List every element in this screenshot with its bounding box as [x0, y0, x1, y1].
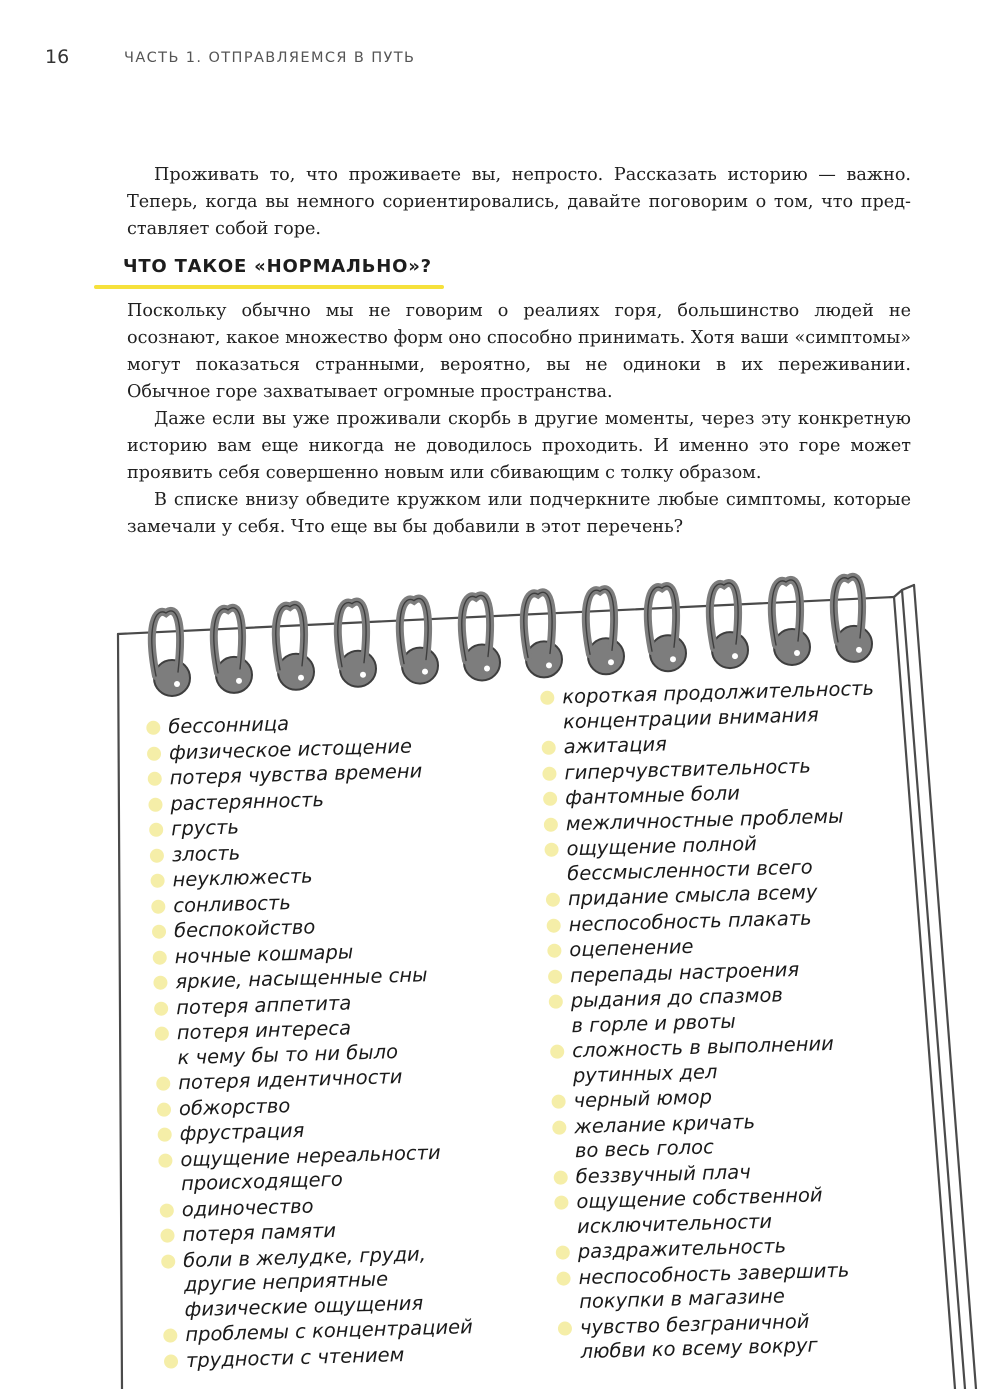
intro-paragraph: Проживать то, что проживаете вы, непросто. Рассказать историю — важно. Теперь, когда вы немного сориентировались, давайте поговорим о том, что представляет собой горе.: [127, 165, 911, 239]
symptom-text: потеря памяти: [182, 1218, 337, 1247]
bullet-dot: [158, 1153, 172, 1167]
symptom-text: неспособность завершить: [578, 1258, 850, 1289]
symptom-item: [540, 677, 875, 735]
symptom-item: [552, 1106, 887, 1164]
spiral-ring: [400, 599, 438, 684]
symptom-text: физические ощущения: [184, 1290, 424, 1321]
symptom-item: [544, 829, 879, 887]
symptom-text: потеря интереса: [176, 1016, 352, 1045]
symptom-item: [550, 1031, 885, 1089]
spiral-ring: [462, 595, 500, 680]
bullet-dot: [149, 823, 163, 837]
bullet-dot: [148, 797, 162, 811]
symptom-text: рутинных дел: [572, 1059, 718, 1087]
symptom-text: исключительности: [576, 1209, 773, 1238]
symptom-text: сложность в выполнении: [571, 1031, 835, 1063]
spiral-ring: [586, 589, 624, 674]
symptom-text: ощущение полной: [566, 832, 758, 861]
bullet-dot: [150, 848, 164, 862]
bullet-dot: [554, 1170, 568, 1184]
symptom-text: неспособность плакать: [568, 906, 812, 936]
symptom-text: происходящего: [180, 1167, 344, 1196]
spiral-ring: [648, 586, 686, 671]
symptom-text: фрустрация: [179, 1118, 305, 1146]
bullet-dot: [542, 766, 556, 780]
symptom-text: грусть: [170, 815, 240, 841]
symptom-text: любви ко всему вокруг: [580, 1333, 819, 1364]
symptom-text: покупки в магазине: [578, 1284, 786, 1314]
symptom-text: во весь голос: [574, 1135, 715, 1163]
spiral-ring: [276, 605, 314, 690]
body-paragraph: Поскольку обычно мы не говорим о реалиях горя, большинство людей не осознают, какое множество форм оно способно принимать. Хотя ваши «симптомы» могут показаться странными, вероятно, вы не одиноки в их переживании. Обычное горе захватывает огромные пространства.: [127, 301, 911, 402]
symptom-text: чувство безграничной: [579, 1309, 810, 1339]
section-heading-text: ЧТО ТАКОЕ «НОРМАЛЬНО»?: [123, 256, 432, 277]
symptom-text: беззвучный плач: [575, 1159, 751, 1188]
symptom-text: оцепенение: [569, 934, 694, 962]
spiral-ring: [710, 583, 748, 668]
bullet-dot: [148, 772, 162, 786]
symptom-text: другие неприятные: [183, 1267, 389, 1297]
bullet-dot: [158, 1127, 172, 1141]
symptom-text: одиночество: [181, 1194, 314, 1221]
symptom-text: беспокойство: [173, 915, 316, 943]
running-title: ЧАСТЬ 1. ОТПРАВЛЯЕМСЯ В ПУТЬ: [124, 50, 416, 66]
spiral-ring: [834, 577, 872, 662]
page-number: 16: [45, 46, 70, 68]
spiral-ring: [772, 580, 810, 665]
bullet-dot: [146, 721, 160, 735]
symptom-text: злость: [171, 840, 241, 866]
spiral-ring: [152, 611, 190, 696]
bullet-dot: [550, 1044, 564, 1058]
bullet-dot: [156, 1076, 170, 1090]
bullet-dot: [540, 691, 554, 705]
symptom-text: придание смысла всему: [567, 880, 818, 911]
bullet-dot: [150, 874, 164, 888]
body-paragraph: Даже если вы уже проживали скорбь в другие моменты, через эту конкретную историю вам еще никогда не доводилось проходить. И именно это горе может проявить себя совершенно новым или сбивающим с толку образом.: [127, 409, 911, 483]
symptom-text: ажитация: [563, 732, 668, 759]
bullet-dot: [558, 1321, 572, 1335]
symptom-item: [554, 1181, 889, 1239]
bullet-dot: [551, 1094, 565, 1108]
symptom-text: межличностные проблемы: [565, 804, 844, 835]
bullet-dot: [543, 792, 557, 806]
bullet-dot: [153, 950, 167, 964]
symptom-text: ощущение собственной: [576, 1183, 823, 1214]
symptom-text: ночные кошмары: [174, 939, 354, 968]
symptom-text: потеря аппетита: [175, 990, 352, 1019]
bullet-dot: [161, 1254, 175, 1268]
symptom-item: [558, 1307, 893, 1365]
bullet-dot: [155, 1026, 169, 1040]
symptom-item: [155, 1013, 466, 1071]
symptom-text: бессонница: [167, 712, 290, 739]
symptom-text: трудности с чтением: [185, 1342, 405, 1372]
symptom-text: желание кричать: [573, 1109, 756, 1138]
symptom-text: потеря чувства времени: [169, 759, 423, 790]
symptom-text: концентрации внимания: [562, 702, 819, 733]
symptom-text: растерянность: [170, 787, 325, 815]
spiral-ring: [338, 602, 376, 687]
bullet-dot: [151, 899, 165, 913]
symptom-item: [548, 981, 883, 1039]
symptom-text: ощущение нереальности: [180, 1140, 441, 1171]
symptom-text: гиперчувствительность: [564, 753, 812, 784]
symptom-text: бессмысленности всего: [566, 854, 813, 885]
symptom-list-left: [146, 707, 474, 1374]
bullet-dot: [554, 1195, 568, 1209]
bullet-dot: [547, 944, 561, 958]
bullet-dot: [163, 1328, 177, 1342]
spiral-rings: [152, 577, 872, 696]
bullet-dot: [542, 741, 556, 755]
bullet-dot: [544, 843, 558, 857]
symptom-item: [161, 1241, 472, 1323]
body-paragraph: В списке внизу обведите кружком или подчеркните любые симптомы, которые замечали у себя. Что еще вы бы добавили в этот перечень?: [127, 490, 911, 537]
bullet-dot: [164, 1354, 178, 1368]
symptom-text: черный юмор: [573, 1085, 713, 1113]
bullet-dot: [160, 1203, 174, 1217]
bullet-dot: [552, 1120, 566, 1134]
bullet-dot: [153, 976, 167, 990]
symptom-text: неуклюжесть: [172, 864, 313, 892]
bullet-dot: [152, 925, 166, 939]
symptom-text: к чему бы то ни было: [177, 1039, 399, 1069]
symptom-text: раздражительность: [577, 1234, 787, 1264]
symptom-text: в горле и рвоты: [571, 1009, 737, 1037]
symptom-text: сонливость: [172, 890, 292, 917]
bullet-dot: [546, 918, 560, 932]
symptom-text: боли в желудке, груди,: [182, 1241, 427, 1272]
symptom-text: потеря идентичности: [177, 1064, 403, 1095]
symptom-list-right: [540, 677, 893, 1367]
symptom-text: проблемы с концентрацией: [184, 1315, 474, 1347]
bullet-dot: [546, 893, 560, 907]
bullet-dot: [147, 746, 161, 760]
bullet-dot: [548, 969, 562, 983]
bullet-dot: [160, 1228, 174, 1242]
symptom-text: обжорство: [178, 1093, 291, 1120]
spiral-ring: [524, 592, 562, 677]
symptom-item: [556, 1257, 891, 1315]
bullet-dot: [157, 1102, 171, 1116]
symptom-text: рыдания до спазмов: [570, 983, 784, 1013]
symptom-text: короткая продолжительность: [561, 676, 875, 709]
symptom-text: фантомные боли: [564, 781, 741, 810]
bullet-dot: [154, 1001, 168, 1015]
bullet-dot: [549, 994, 563, 1008]
spiral-ring: [214, 608, 252, 693]
bullet-dot: [556, 1245, 570, 1259]
symptom-item: [158, 1140, 469, 1198]
symptom-text: перепады настроения: [569, 957, 800, 987]
symptom-text: яркие, насыщенные сны: [175, 963, 428, 994]
bullet-dot: [556, 1271, 570, 1285]
bullet-dot: [544, 817, 558, 831]
symptom-text: физическое истощение: [168, 734, 413, 764]
